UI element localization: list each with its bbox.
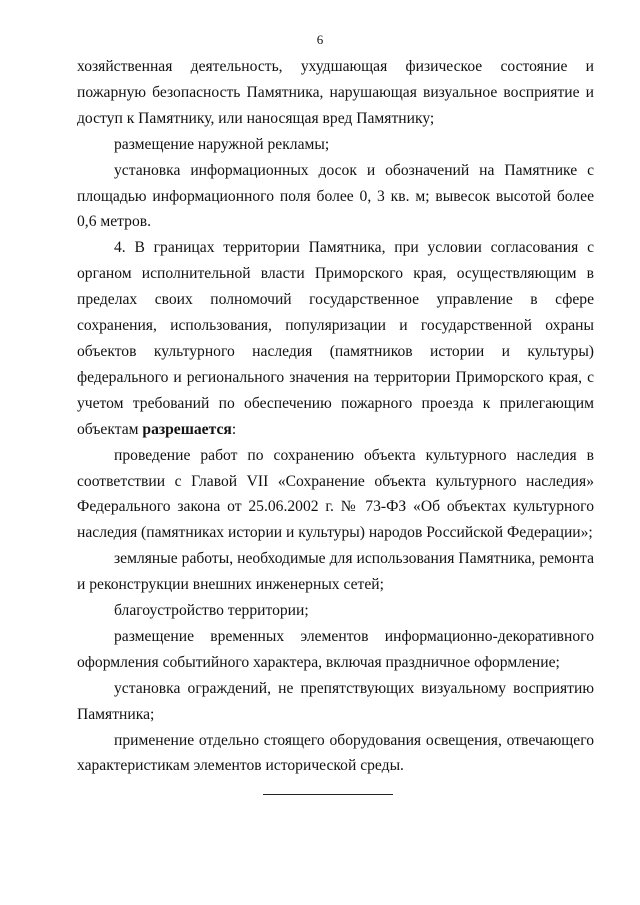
paragraph-information-boards: установка информационных досок и обозначений на Памятнике с площадью информационного поля более 0, 3 кв. м; вывесок высотой более 0,6 метров. [77, 161, 594, 231]
page-number: 6 [316, 32, 324, 47]
paragraph-section-4 [77, 235, 594, 442]
paragraph-landscaping: благоустройство территории; [114, 602, 309, 620]
paragraph-outdoor-advertising: размещение наружной рекламы; [114, 135, 330, 153]
section-4-text: 4. В границах территории Памятника, при условии согласования с органом исполнительной власти Приморского края, осуществляющим в пределах своих полномочий государственное управление в сфере сохранения, использования, популяризации и государственной охраны объектов культурного наследия (памятников истории и культуры) федерального и регионального значения на территории Приморского края, с учетом требований по обеспечению пожарного проезда к прилегающим объектам [77, 239, 594, 438]
document-body [77, 54, 594, 779]
paragraph-preservation-works: проведение работ по сохранению объекта культурного наследия в соответствии с Главой VII «Сохранение объекта культурного наследия» Федерального закона от 25.06.2002 г. № 73-ФЗ «Об объектах культурного наследия (памятниках истории и культуры) народов Российской Федерации»; [77, 446, 594, 542]
section-4-colon: : [231, 420, 237, 438]
paragraph-earthworks: земляные работы, необходимые для использования Памятника, ремонта и реконструкции внешних инженерных сетей; [77, 550, 594, 594]
closing-divider-line [263, 794, 393, 795]
paragraph-lighting-equipment: применение отдельно стоящего оборудования освещения, отвечающего характеристикам элементов исторической среды. [77, 731, 594, 775]
paragraph-prohibited-activity: хозяйственная деятельность, ухудшающая физическое состояние и пожарную безопасность Памятника, нарушающая визуальное восприятие и доступ к Памятнику, или наносящая вред Памятнику; [77, 58, 594, 127]
paragraph-temporary-decoration: размещение временных элементов информационно-декоративного оформления событийного характера, включая праздничное оформление; [77, 627, 594, 671]
section-4-bold-permitted: разрешается [142, 420, 232, 438]
paragraph-fencing: установка ограждений, не препятствующих визуальному восприятию Памятника; [77, 679, 594, 723]
